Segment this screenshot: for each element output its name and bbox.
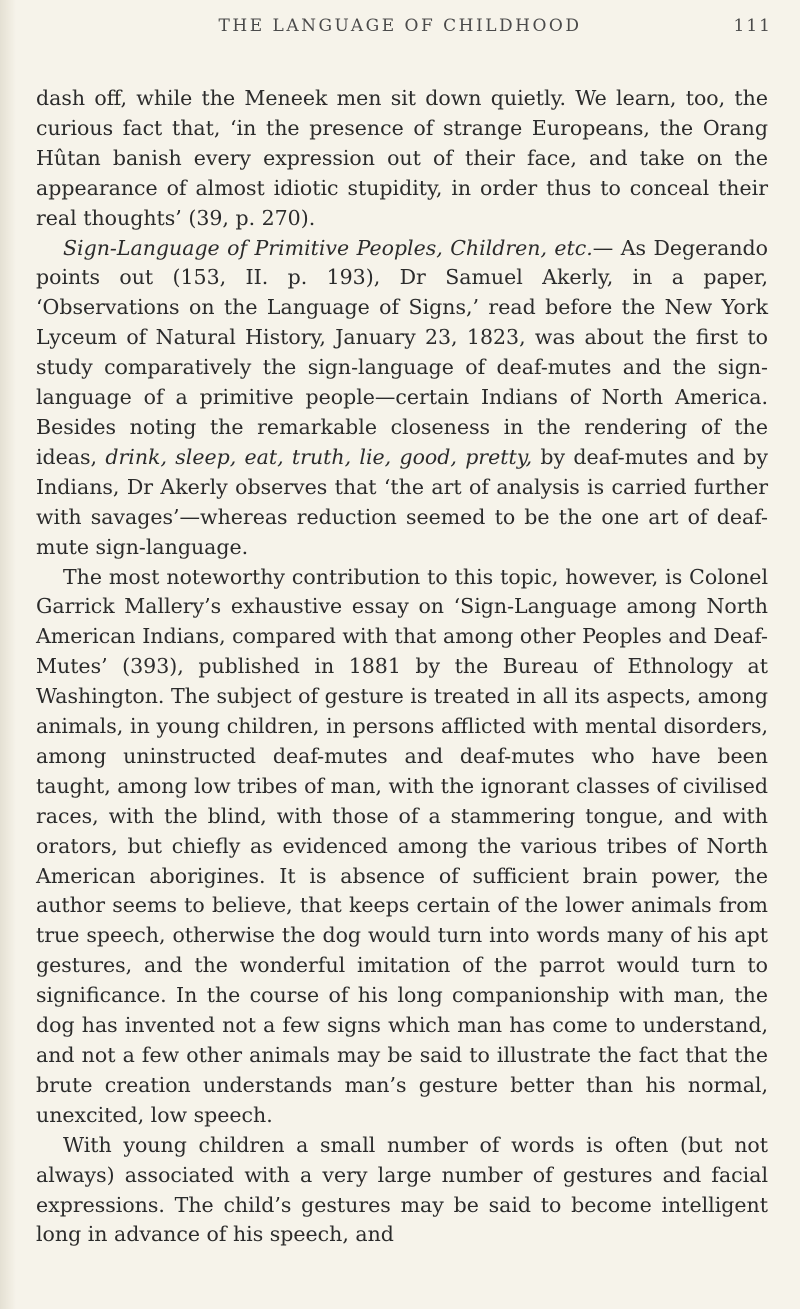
running-head-title: THE LANGUAGE OF CHILDHOOD <box>218 16 582 36</box>
running-head <box>0 16 800 46</box>
book-gutter-shadow <box>0 0 16 1309</box>
paragraph-2-ideas: drink, sleep, eat, truth, lie, good, pretty, <box>105 444 533 469</box>
paragraph-2-text-after: by deaf-mutes and by Indians, Dr Akerly observes that ‘the art of analysis is carried further with savages’—whereas reduction seemed to be the one art of deaf-mute sign-language. <box>36 444 768 559</box>
section-heading: Sign-Language of Primitive Peoples, Children, etc. <box>63 235 593 260</box>
paragraph-4: With young children a small number of words is often (but not always) associated with a very large number of gestures and facial expressions. The child’s gestures may be said to become intelligent long in advance of his speech, and <box>36 1132 768 1247</box>
paragraph-2 <box>36 234 768 563</box>
page-number: 111 <box>733 16 772 36</box>
body-text <box>36 84 768 1250</box>
paragraph-3: The most noteworthy contribution to this topic, however, is Colonel Garrick Mallery’s exhaustive essay on ‘Sign-Language among North American Indians, compared with that among other Peoples and Deaf-Mutes’ (393), published in 1881 by the Bureau of Ethnology at Washington. The subject of gesture is treated in all its aspects, among animals, in young children, in persons afflicted with mental disorders, among uninstructed deaf-mutes and deaf-mutes who have been taught, among low tribes of man, with the ignorant classes of civilised races, with the blind, with those of a stammering tongue, and with orators, but chiefly as evidenced among the various tribes of North American aborigines. It is absence of sufficient brain power, the author seems to believe, that keeps certain of the lower animals from true speech, otherwise the dog would turn into words many of his apt gestures, and the wonderful imitation of the parrot would turn to significance. In the course of his long companionship with man, the dog has invented not a few signs which man has come to understand, and not a few other animals may be said to illustrate the fact that the brute creation understands man’s gesture better than his normal, unexcited, low speech. <box>36 564 768 1127</box>
paragraph-1: dash off, while the Meneek men sit down quietly. We learn, too, the curious fact that, ‘in the presence of strange Europeans, the Orang Hûtan banish every expression out of their face, and take on the appearance of almost idiotic stupidity, in order thus to conceal their real thoughts’ (39, p. 270). <box>36 86 768 230</box>
paragraph-2-text: — As Degerando points out (153, II. p. 193), Dr Samuel Akerly, in a paper, ‘Observations on the Language of Signs,’ read before the New York Lyceum of Natural History, January 23, 1823, was about the first to study comparatively the sign-language of deaf-mutes and the sign-language of a primitive people—certain Indians of North America. Besides noting the remarkable closeness in the rendering of the ideas, <box>36 235 768 469</box>
